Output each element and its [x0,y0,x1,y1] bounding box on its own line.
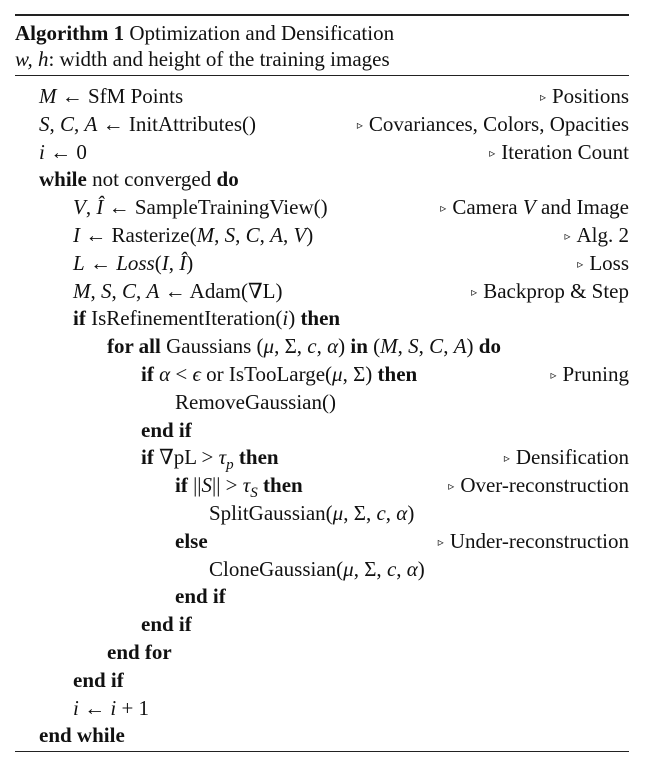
comment-triangle-icon: ▹ [448,479,455,494]
line-comment [550,360,629,389]
line-code: L ← Loss(I, Î) [73,250,194,275]
comment-text: Iteration Count [501,139,629,164]
algorithm-line [0,82,629,110]
top-rule [15,14,629,16]
algorithm-caption [15,20,394,46]
comment-triangle-icon: ▹ [577,256,584,271]
line-code: if IsRefinementIteration(i) then [73,306,341,331]
line-code: i ← i + 1 [73,695,150,720]
comment-text: Alg. 2 [576,223,629,247]
comment-triangle-icon: ▹ [440,201,447,216]
comment-triangle-icon: ▹ [437,534,444,549]
comment-text: Positions [551,84,629,108]
line-code: end for [107,640,172,664]
comment-triangle-icon: ▹ [356,117,363,132]
algorithm-line [0,443,629,474]
comment-text: Under-reconstruction [449,528,629,553]
line-comment [489,138,629,167]
comment-triangle-icon: ▹ [564,229,571,243]
mid-rule [15,75,629,76]
algorithm-label: Algorithm 1 [15,21,125,45]
algorithm-line [0,360,629,388]
comment-text: Pruning [562,362,629,386]
line-code: I ← Rasterize(M, S, C, A, V) [73,223,314,247]
bottom-rule [15,751,629,752]
algorithm-line [0,666,629,694]
algorithm-line [0,332,629,360]
line-code: if α < ϵ or IsTooLarge(μ, Σ) then [141,362,418,386]
line-code: end if [73,667,124,692]
algorithm-line [0,110,629,138]
algorithm-line [0,721,629,749]
line-code: if $||S|| > \tau_S$ then [175,473,303,502]
algorithm-line [0,582,629,610]
line-comment [504,443,629,472]
comment-text: Backprop & Step [483,278,629,303]
algorithm-line [0,388,629,416]
line-comment [357,110,629,139]
algorithm-line [0,499,629,527]
algorithm-title: Optimization and Densification [129,21,395,45]
algorithm-line [0,193,629,221]
comment-triangle-icon: ▹ [503,451,510,466]
line-comment [438,527,629,556]
line-code: end if [175,584,226,609]
line-comment [440,193,629,222]
line-comment [564,221,629,250]
line-code: else [175,528,208,553]
comment-text: Over-reconstruction [460,473,629,498]
line-code: end while [39,723,125,748]
algorithm-line [0,165,629,193]
input-description: : width and height of the training images [48,47,390,71]
line-code: end if [141,417,192,442]
line-comment [471,277,629,306]
algorithm-line [0,527,629,555]
comment-triangle-icon: ▹ [539,90,546,104]
line-code: end if [141,612,192,637]
algorithm-line [0,249,629,277]
algorithm-line [0,610,629,638]
algorithm-line [0,471,629,502]
line-code: M, S, C, A ← Adam(∇L) [73,278,283,303]
algorithm-line [0,221,629,249]
comment-triangle-icon: ▹ [489,145,496,160]
algorithm-line [0,555,629,583]
algorithm-line [0,304,629,332]
comment-text: Loss [589,250,629,275]
line-code: while not converged do [39,167,239,192]
line-code: i ← 0 [39,139,87,164]
line-code: for all Gaussians (μ, Σ, c, α) in (M, S, C, A) do [107,334,501,359]
comment-text: Covariances, Colors, Opacities [368,111,629,136]
comment-text: Camera V and Image [452,195,629,220]
line-code: V, Î ← SampleTrainingView() [73,195,328,220]
algorithm-line [0,416,629,444]
line-code: CloneGaussian(μ, Σ, c, α) [209,556,425,581]
comment-triangle-icon: ▹ [471,284,478,299]
algorithm-input [15,46,390,72]
line-comment [448,471,629,500]
line-code: M ← SfM Points [39,84,184,108]
comment-triangle-icon: ▹ [550,368,557,382]
line-code: RemoveGaussian() [175,389,336,414]
comment-text: Densification [515,445,629,470]
line-code: if $\nabla pL > \tau_p$ then [141,445,279,474]
input-vars: w, h [15,47,49,71]
line-code: SplitGaussian(μ, Σ, c, α) [209,501,415,525]
algorithm-line [0,694,629,722]
line-code: S, C, A ← InitAttributes() [39,111,256,136]
algorithm-line [0,277,629,305]
algorithm-line [0,138,629,166]
line-comment [577,249,629,278]
algorithm-line [0,638,629,666]
line-comment [540,82,629,111]
